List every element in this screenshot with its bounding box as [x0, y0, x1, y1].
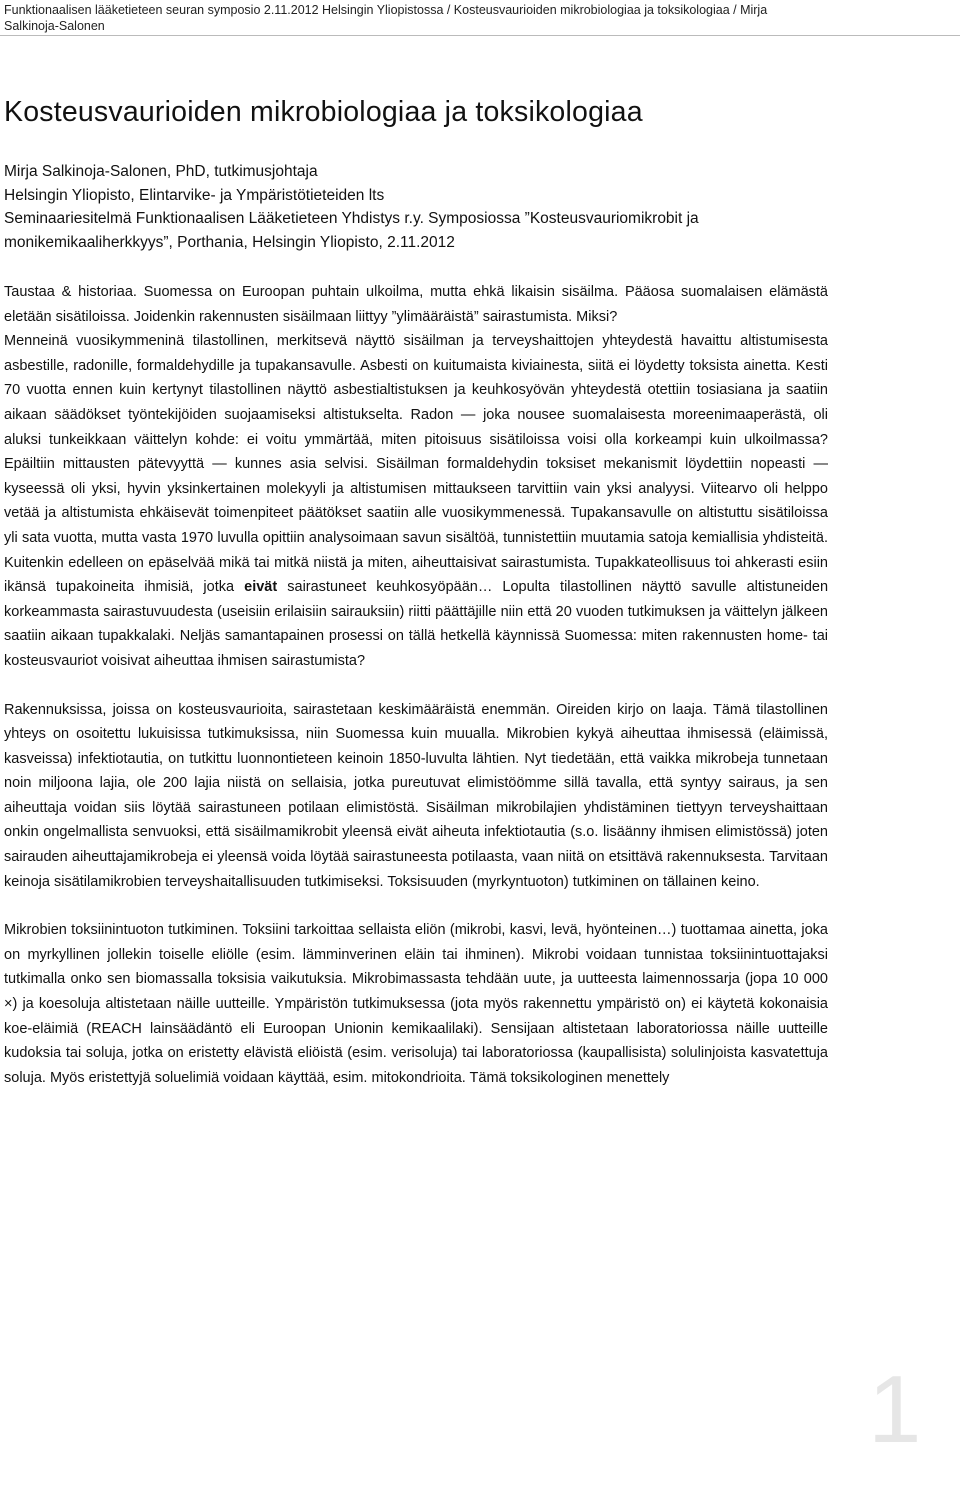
running-header-line-1: Funktionaalisen lääketieteen seuran symposio 2.11.2012 Helsingin Yliopistossa / Kosteusvaurioiden mikrobiologiaa ja toksikologiaa / Mirja — [4, 3, 768, 17]
body-text — [4, 280, 828, 1090]
author-block — [4, 160, 944, 254]
paragraph-history — [4, 329, 828, 673]
event-line: monikemikaaliherkkyys”, Porthania, Helsingin Yliopisto, 2.11.2012 — [4, 233, 455, 251]
emphasis-word: eivät — [244, 579, 278, 596]
paragraph-history-text: Menneinä vuosikymmeninä tilastollinen, merkitsevä näyttö sisäilman ja terveyshaittojen yhteydestä havaittu altistumisesta asbestille, radonille, formaldehydille ja tupakansavulle. Asbesti on kuitumaista kiviainesta, siitä ei löydetty toksista ainetta. Kesti 70 vuotta ennen kuin kertynyt tilastollinen näyttö asbestialtistuksen ja keuhkosyövän yhteydestä otettiin tosiasiana ja saatiin aikaan säädökset työntekijöiden suojaamiseksi altistukselta. Radon — joka nousee suomalaisesta moreenimaaperästä, oli aluksi tunkeikkaan väittelyn kohde: ei voitu ymmärtää, miten pitoisuus sisätiloissa voisi olla korkeampi kuin ulkoilmassa? Epäiltiin mittausten pätevyyttä — kunnes asia selvisi. Sisäilman formaldehydin toksiset mekanismit löydettiin nopeasti — kyseessä oli yksi, hyvin yksinkertainen molekyyli ja altistumisen mittaukseen tarvittiin vain yksi analyysi. Viitearvo oli helppo vetää ja altistumista ehkäisevät toimenpiteet päätökset saatiin alle vuosikymmenessä. Tupakansavulle on altistuttu sisätiloissa yli sata vuotta, mutta vasta 1970 luvulla opittiin analysoimaan savun sisältöä, tunnistettiin muutamia satoja kemiallisia yhdisteitä. Kuitenkin edelleen on epäselvää mikä tai mitkä niistä ja miten, aiheuttaisivat sairastumista. Tupakkateollisuus toi ahkerasti esiin ikänsä tupakoineita ihmisiä, jotka — [4, 333, 828, 596]
document-title: Kosteusvaurioiden mikrobiologiaa ja toksikologiaa — [4, 96, 643, 128]
author-line: Mirja Salkinoja-Salonen, PhD, tutkimusjohtaja — [4, 163, 318, 180]
running-header-line-2: Salkinoja-Salonen — [4, 19, 105, 33]
paragraph-history-text-cont: sairastuneet keuhkosyöpään… Lopulta tilastollinen näyttö savulle altistuneiden korkeammasta sairastuvuudesta (useisiin erilaisiin sairauksiin) riitti päättäjille niin että 20 vuoden tutkimuksen ja väittelyn jälkeen saatiin aikaan tupakkalaki. Neljäs samantapainen prosessi on tällä hetkellä käynnissä Suomessa: miten rakennusten home- tai kosteusvauriot voisivat aiheuttaa ihmisen sairastumista? — [4, 579, 829, 669]
paragraph-background: Taustaa & historiaa. Suomessa on Euroopan puhtain ulkoilma, mutta ehkä likaisin sisäilma. Pääosa suomalaisen elämästä eletään sisätiloissa. Joidenkin rakennusten sisäilmaan liittyy ”ylimääräistä” sairastumista. Miksi? — [4, 284, 828, 325]
paragraph-toxin-research: Mikrobien toksiinintuoton tutkiminen. Toksiini tarkoittaa sellaista eliön (mikrobi, kasvi, levä, hyönteinen…) tuottamaa ainetta, joka on myrkyllinen jollekin toiselle eliölle (esim. lämminverinen eläin tai ihminen). Mikrobi voidaan tunnistaa toksiinintuottajaksi tutkimalla onko sen biomassalla toksisia vaikutuksia. Mikrobimassasta tehdään uute, ja uutteesta laimennossarja (jopa 10 000 ×) ja koesoluja altistetaan näille uutteille. Ympäristön tutkimuksessa (jota myös rakennettu ympäristö on) ei käytetä kokonaisia koe-eläimiä (REACH lainsäädäntö eli Euroopan Unionin kemikaalilaki). Sensijaan altistetaan laboratoriossa näille uutteille kudoksia tai soluja, jotka on eristetty elävistä eliöistä (esim. verisoluja) tai laboratoriossa (kaupallisista) solulinjoista kasvatettuja soluja. Myös eristettyjä soluelimiä voidaan käyttää, esim. mitokondrioita. Tämä toksikologinen menettely — [4, 922, 828, 1086]
paragraph-moisture-damage: Rakennuksissa, joissa on kosteusvaurioita, sairastetaan keskimääräistä enemmän. Oireiden kirjo on laaja. Tämä tilastollinen yhteys on osoitettu lukuisissa tutkimuksissa, niin Suomessa kuin muualla. Mikrobien kykyä aiheuttaa ihmisessä (eläimissä, kasveissa) infektiotautia, on tutkittu luonnontieteen keinoin 1850-luvulta lähtien. Nyt tiedetään, että vaikka mikrobeja tunnetaan noin miljoona lajia, ole 200 lajia niistä on sellaisia, jotka pureutuvat elimistöömme sillä tavalla, että syntyy sairaus, ja sen aiheuttaja voidan siis löytää sairastuneen potilaan elimistöstä. Sisäilman mikrobilajien yhdistäminen tiettyyn terveyshaittaan onkin ongelmallista senvuoksi, että sisäilmamikrobit yleensä eivät aiheuta infektiotautia (s.o. lisäänny ihmisen elimistössä) joten sairauden aiheuttajamikrobeja ei yleensä voida löytää sairastuneesta potilaasta, vaan niitä on etsittävä rakennuksesta. Tarvitaan keinoja sisätilamikrobien terveyshaitallisuuden tutkimiseksi. Toksisuuden (myrkyntuoton) tutkiminen on tällainen keino. — [4, 701, 828, 890]
page-number: 1 — [868, 1356, 922, 1463]
event-line: Seminaariesitelmä Funktionaalisen Lääketieteen Yhdistys r.y. Symposiossa ”Kosteusvauriomikrobit ja — [4, 210, 699, 227]
running-header — [0, 0, 960, 36]
affiliation-line: Helsingin Yliopisto, Elintarvike- ja Ympäristötieteiden lts — [4, 186, 385, 204]
